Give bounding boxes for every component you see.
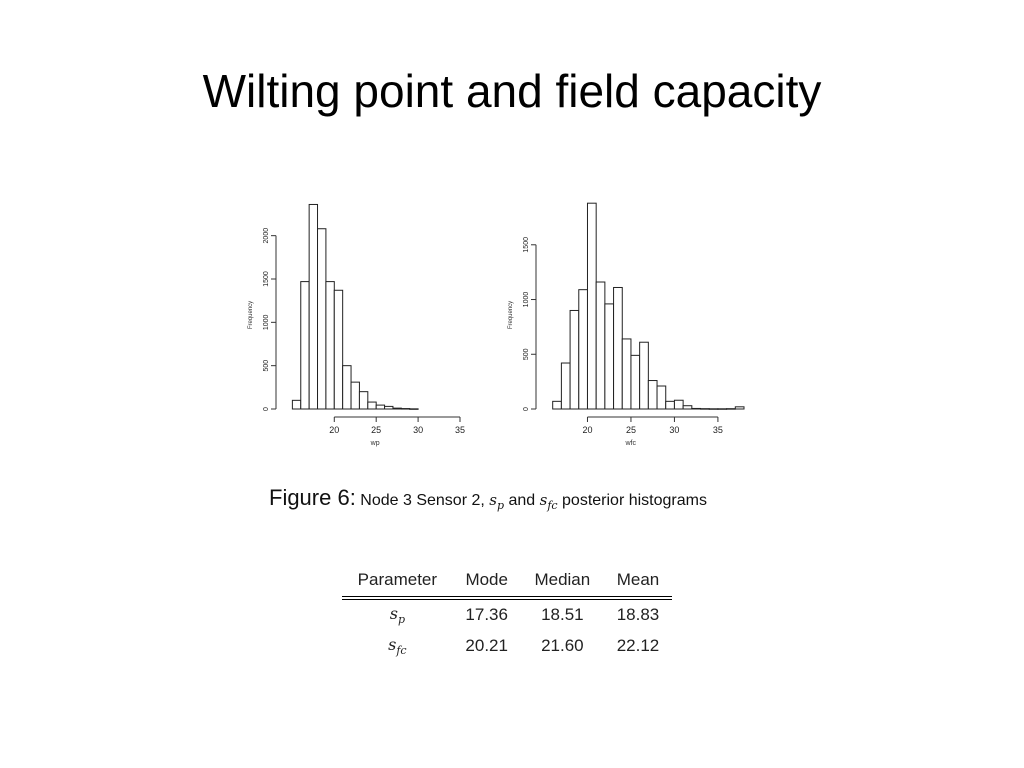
x-tick-label: 25 bbox=[625, 425, 636, 435]
header-mean: Mean bbox=[616, 570, 660, 589]
histogram-bar bbox=[683, 406, 692, 409]
histogram-bar bbox=[401, 409, 409, 410]
caption-and: and bbox=[508, 492, 536, 509]
y-tick-label: 500 bbox=[263, 359, 270, 372]
histogram-bar bbox=[309, 204, 317, 409]
histogram-bar bbox=[570, 310, 579, 409]
table-row bbox=[342, 631, 672, 662]
histogram-bar bbox=[410, 409, 418, 410]
y-axis-label: Frequency bbox=[508, 300, 514, 330]
x-tick-label: 35 bbox=[712, 425, 723, 435]
histogram-bar bbox=[674, 400, 683, 409]
caption-lead: Figure 6: bbox=[269, 485, 356, 510]
histogram-bar bbox=[718, 409, 727, 410]
y-axis-label: Frequency bbox=[248, 300, 254, 330]
x-tick-label: 30 bbox=[413, 425, 424, 435]
histogram-bar bbox=[614, 287, 623, 409]
median-value: 21.60 bbox=[541, 636, 584, 656]
x-tick-label: 25 bbox=[371, 425, 382, 435]
histogram-bar bbox=[318, 229, 326, 409]
x-tick-label: 30 bbox=[669, 425, 680, 435]
y-tick-label: 0 bbox=[523, 407, 530, 411]
histogram-bar bbox=[351, 382, 359, 409]
histogram-bar bbox=[596, 282, 605, 409]
y-tick-label: 500 bbox=[523, 348, 530, 361]
x-tick-label: 35 bbox=[454, 425, 466, 435]
parameter-table bbox=[342, 568, 672, 662]
histogram-bar bbox=[301, 282, 309, 409]
header-mode: Mode bbox=[465, 570, 508, 589]
x-tick-label: 20 bbox=[582, 425, 593, 435]
histogram-bar bbox=[587, 203, 596, 409]
slide-title: Wilting point and field capacity bbox=[202, 65, 822, 117]
x-tick-label: 20 bbox=[329, 425, 340, 435]
mode-value: 17.36 bbox=[465, 605, 508, 625]
x-axis-label: wp bbox=[370, 440, 380, 447]
histogram-bar bbox=[368, 402, 376, 409]
caption-symbol-sfc: $s_{fc}$ bbox=[539, 491, 558, 512]
histogram-bar bbox=[605, 304, 614, 409]
histogram-bar bbox=[657, 386, 666, 409]
histogram-bar bbox=[640, 342, 649, 409]
header-parameter: Parameter bbox=[357, 570, 438, 589]
histogram-bar bbox=[292, 400, 300, 409]
histogram-bar bbox=[701, 409, 710, 410]
caption-prefix: Node 3 Sensor 2, bbox=[360, 492, 485, 509]
histogram-bar bbox=[709, 409, 718, 410]
histogram-bar bbox=[553, 401, 562, 409]
y-tick-label: 1500 bbox=[523, 237, 530, 253]
figure-caption bbox=[269, 485, 707, 512]
histogram-bar bbox=[334, 290, 342, 409]
histogram-bar bbox=[579, 290, 588, 409]
histogram-bar bbox=[359, 392, 367, 409]
mode-value: 20.21 bbox=[465, 636, 508, 656]
y-tick-label: 2000 bbox=[263, 227, 270, 244]
histogram-wfc bbox=[500, 190, 760, 460]
histogram-bar bbox=[561, 363, 570, 409]
table-row bbox=[342, 598, 672, 631]
x-axis-label: wfc bbox=[625, 440, 636, 447]
header-median: Median bbox=[534, 570, 591, 589]
histogram-bar bbox=[393, 408, 401, 409]
histogram-bar bbox=[326, 282, 334, 409]
y-tick-label: 0 bbox=[263, 407, 270, 411]
mean-value: 18.83 bbox=[616, 605, 660, 625]
histogram-bar bbox=[631, 355, 640, 409]
median-value: 18.51 bbox=[541, 605, 584, 625]
y-tick-label: 1000 bbox=[263, 314, 270, 331]
histogram-bar bbox=[343, 366, 351, 409]
histogram-wp bbox=[240, 190, 480, 460]
param-symbol: $s_p$ bbox=[389, 604, 405, 627]
histogram-bar bbox=[648, 381, 657, 409]
histogram-bar bbox=[622, 339, 631, 409]
y-tick-label: 1000 bbox=[523, 291, 530, 308]
caption-suffix: posterior histograms bbox=[562, 492, 707, 509]
histogram-bar bbox=[666, 401, 675, 409]
histogram-bar bbox=[692, 408, 701, 409]
histogram-bar bbox=[385, 406, 393, 409]
y-tick-label: 1500 bbox=[263, 271, 270, 287]
table-header-row bbox=[342, 568, 672, 598]
histogram-bar bbox=[735, 407, 744, 409]
histogram-bar bbox=[727, 409, 736, 410]
caption-symbol-sp: $s_p$ bbox=[489, 491, 505, 512]
histogram-bar bbox=[376, 405, 384, 409]
param-symbol: $s_{fc}$ bbox=[388, 635, 407, 658]
mean-value: 22.12 bbox=[616, 636, 660, 656]
